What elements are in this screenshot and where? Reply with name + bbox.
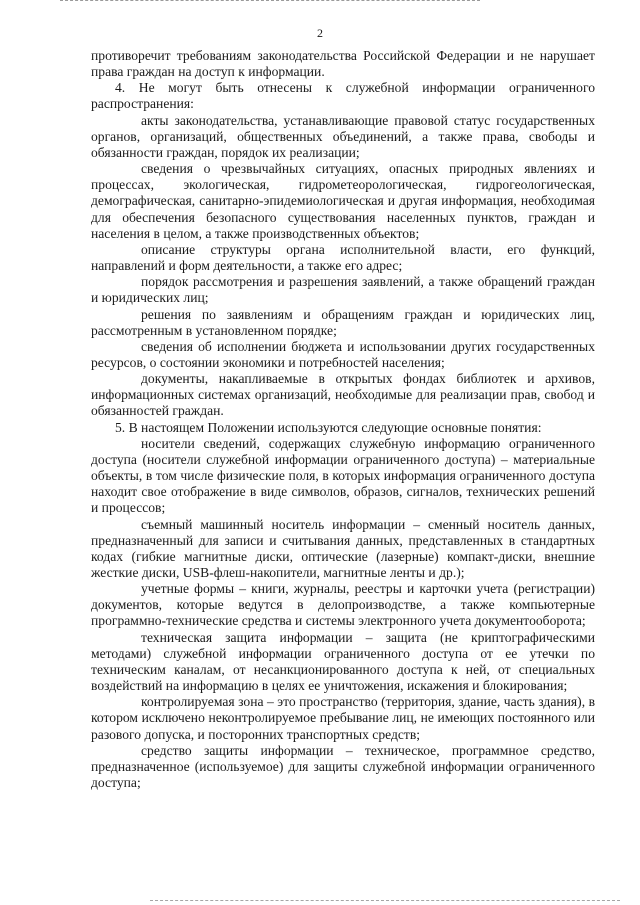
paragraph-def-removable-media: съемный машинный носитель информации – сменный носитель данных, предназначенный для записи и считывания данных, представленных в стандартных кодах (гибкие магнитные диски, оптические (лазерные) компакт-диски, внешние жесткие диски, USB-флеш-накопители, магнитные ленты и др.);	[91, 516, 595, 580]
paragraph-continuation: противоречит требованиям законодательства Российской Федерации и не нарушает права граждан на доступ к информации.	[91, 48, 595, 80]
paragraph-def-protection-means: средство защиты информации – техническое, программное средство, предназначенное (используемое) для защиты служебной информации ограниченного доступа;	[91, 742, 595, 791]
paragraph-appeals-procedure: порядок рассмотрения и разрешения заявлений, а также обращений граждан и юридических лиц;	[91, 274, 595, 306]
scan-edge-bottom	[150, 900, 620, 902]
page-number: 2	[317, 26, 323, 40]
paragraph-def-technical-protection: техническая защита информации – защита (не криптографическими методами) служебной информации ограниченного доступа от ее утечки по техническим каналам, от несанкционированного доступа к ней, от специальных воздействий на информацию в целях ее уничтожения, искажения и блокирования;	[91, 629, 595, 694]
paragraph-section-4: 4. Не могут быть отнесены к служебной информации ограниченного распространения:	[91, 80, 595, 112]
scan-edge-top	[60, 0, 480, 2]
paragraph-appeals-decisions: решения по заявлениям и обращениям граждан и юридических лиц, рассмотренным в установленном порядке;	[91, 306, 595, 338]
paragraph-authority-structure: описание структуры органа исполнительной власти, его функций, направлений и форм деятельности, а также его адрес;	[91, 241, 595, 274]
paragraph-library-documents: документы, накапливаемые в открытых фондах библиотек и архивов, информационных системах организаций, необходимые для реализации прав, свобод и обязанностей граждан.	[91, 371, 595, 419]
paragraph-budget-info: сведения об исполнении бюджета и использовании других государственных ресурсов, о состоянии экономики и потребностей населения;	[91, 338, 595, 370]
paragraph-def-carriers: носители сведений, содержащих служебную информацию ограниченного доступа (носители служебной информации ограниченного доступа) – материальные объекты, в том числе физические поля, в которых информация ограниченного доступа находит свое отображение в виде символов, образов, сигналов, технических решений и процессов;	[91, 435, 595, 516]
paragraph-def-controlled-zone: контролируемая зона – это пространство (территория, здание, часть здания), в котором исключено неконтролируемое пребывание лиц, не имеющих постоянного или разового допуска, и посторонних транспортных средств;	[91, 694, 595, 742]
paragraph-def-registration-forms: учетные формы – книги, журналы, реестры и карточки учета (регистрации) документов, которые ведутся в делопроизводстве, а также компьютерные программно-технические средства и системы электронного учета документооборота;	[91, 581, 595, 629]
paragraph-section-5: 5. В настоящем Положении используются следующие основные понятия:	[115, 419, 542, 435]
document-body	[91, 48, 595, 791]
paragraph-emergency-info: сведения о чрезвычайных ситуациях, опасных природных явлениях и процессах, экологическая, гидрометеорологическая, гидрогеологическая, демографическая, санитарно-эпидемиологическая и другая информация, необходимая для обеспечения безопасного существования населенных пунктов, граждан и населения в целом, а также производственных объектов;	[91, 161, 595, 241]
paragraph-legislative-acts: акты законодательства, устанавливающие правовой статус государственных органов, организаций, общественных объединений, а также права, свободы и обязанности граждан, порядок их реализации;	[91, 112, 595, 160]
